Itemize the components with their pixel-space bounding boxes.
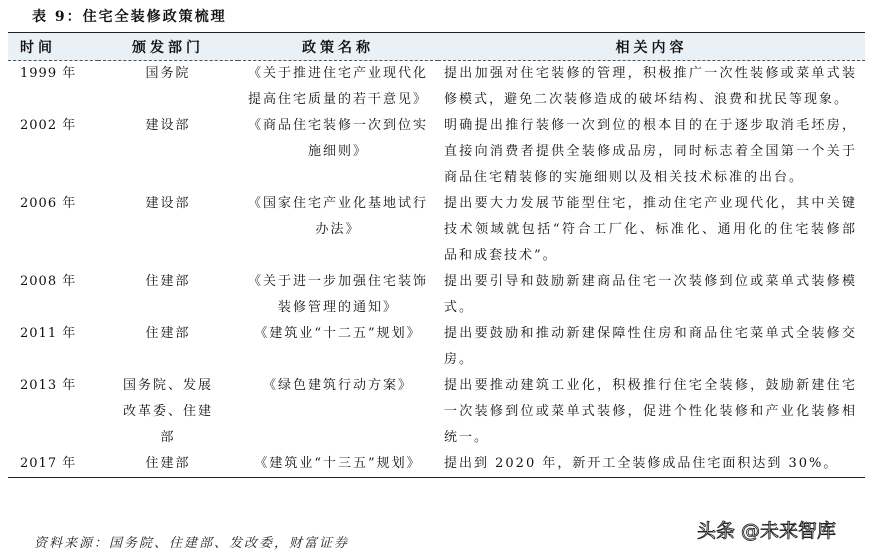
table-row: [8, 451, 865, 478]
cell-content: 提出要鼓励和推动新建保障性住房和商品住宅菜单式全装修交房。: [444, 326, 857, 367]
table-row: [8, 373, 865, 451]
table-row: [8, 269, 865, 321]
cell-dept: 建设部: [145, 196, 191, 211]
header-content: 相关内容: [438, 33, 865, 61]
cell-policy-name: 《关于进一步加强住宅装饰装修管理的通知》: [247, 274, 428, 315]
cell-content: 提出要引导和鼓励新建商品住宅一次装修到位或菜单式装修模式。: [444, 274, 857, 315]
cell-content: 提出要推动建筑工业化，积极推行住宅全装修，鼓励新建住宅一次装修到位或菜单式装修，促进个性化装修和产业化装修相统一。: [444, 378, 857, 445]
cell-dept: 住建部: [98, 451, 238, 478]
table-row: [8, 191, 865, 269]
source-note: 资料来源：国务院、住建部、发改委，财富证券: [34, 536, 350, 551]
cell-time: 2002 年: [20, 118, 77, 133]
cell-policy-name: 《建筑业“十三五”规划》: [238, 451, 438, 478]
header-name: 政策名称: [238, 33, 438, 61]
cell-policy-name: 《商品住宅装修一次到位实施细则》: [247, 118, 428, 159]
cell-time: 2008 年: [20, 274, 77, 289]
watermark: 头条 @未来智库: [697, 520, 837, 542]
header-dept: 颁发部门: [98, 33, 238, 61]
cell-time: 2017 年: [8, 451, 98, 478]
cell-policy-name: 《国家住宅产业化基地试行办法》: [247, 196, 428, 237]
table-caption: 表 9：住宅全装修政策梳理: [32, 9, 227, 25]
cell-time: 2006 年: [20, 196, 77, 211]
cell-dept: 建设部: [145, 118, 191, 133]
cell-dept: 住建部: [145, 326, 191, 341]
cell-time: 2011 年: [20, 326, 77, 341]
table-row: [8, 113, 865, 191]
cell-content: 明确提出推行装修一次到位的根本目的在于逐步取消毛坯房，直接向消费者提供全装修成品房，同时标志着全国第一个关于商品住宅精装修的实施细则以及相关技术标准的出台。: [444, 118, 857, 185]
cell-policy-name: 《建筑业“十二五”规划》: [254, 326, 422, 341]
cell-dept: 国务院、发展改革委、住建部: [122, 378, 213, 445]
cell-content: 提出到 2020 年，新开工全装修成品住宅面积达到 30%。: [438, 451, 865, 478]
cell-time: 1999 年: [20, 66, 77, 81]
cell-dept: 住建部: [145, 274, 191, 289]
table-row: [8, 321, 865, 373]
table-header-row: [8, 33, 865, 61]
cell-policy-name: 《关于推进住宅产业现代化提高住宅质量的若干意见》: [247, 66, 428, 107]
policy-table: [8, 32, 865, 478]
cell-content: 提出要大力发展节能型住宅，推动住宅产业现代化，其中关键技术领域就包括“符合工厂化、标准化、通用化的住宅装修部品和成套技术”。: [444, 196, 857, 263]
cell-dept: 国务院: [145, 66, 191, 81]
header-time: 时间: [8, 33, 98, 61]
cell-content: 提出加强对住宅装修的管理，积极推广一次性装修或菜单式装修模式，避免二次装修造成的破坏结构、浪费和扰民等现象。: [444, 66, 857, 107]
cell-time: 2013 年: [20, 378, 77, 393]
table-row: [8, 61, 865, 114]
cell-policy-name: 《绿色建筑行动方案》: [262, 378, 413, 393]
